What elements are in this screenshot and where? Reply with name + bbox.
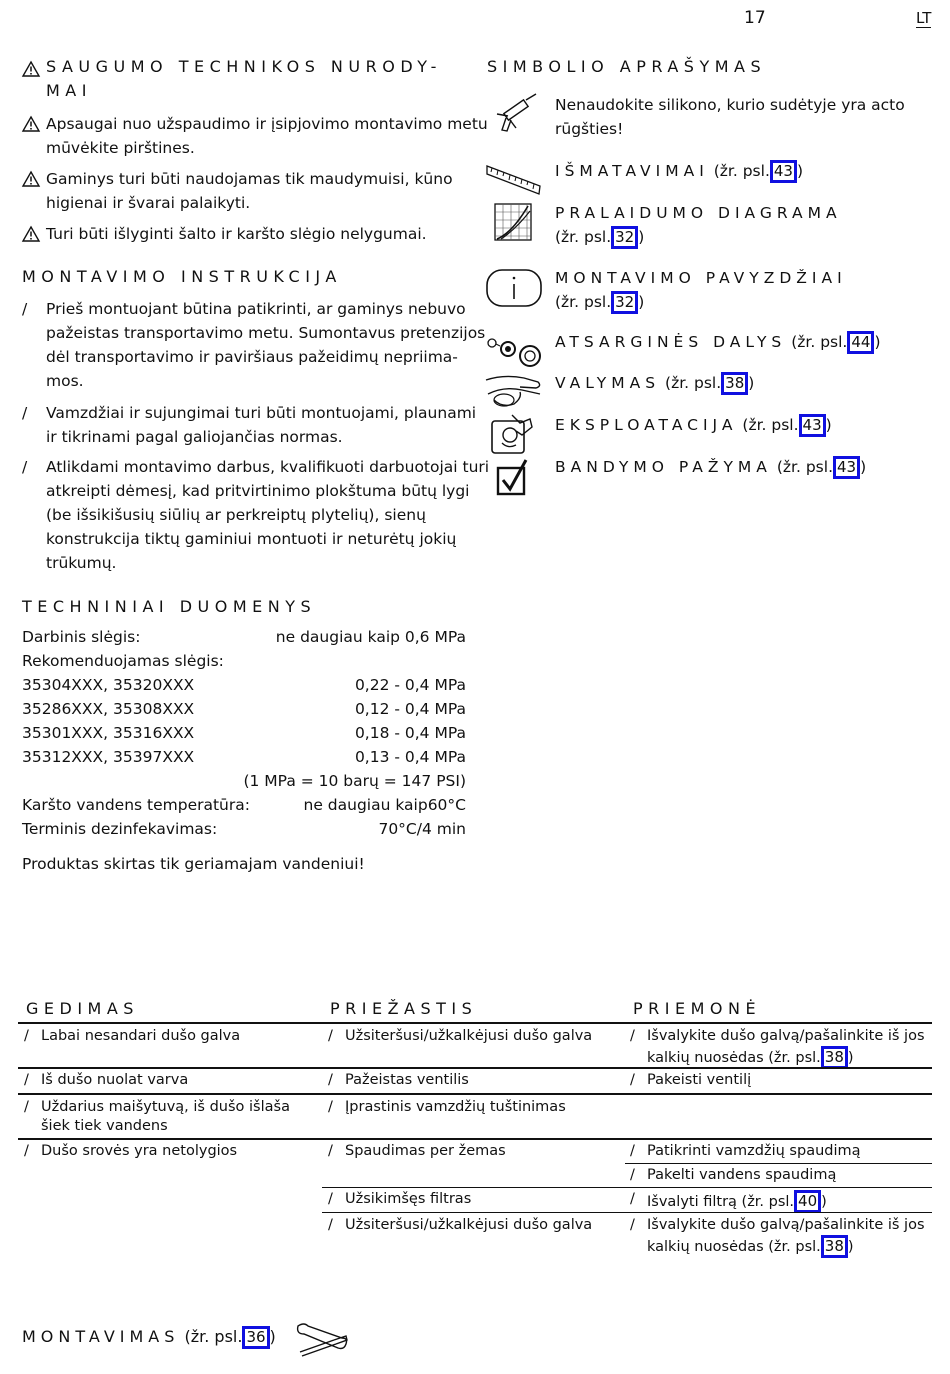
page-ref-box[interactable]: 38	[821, 1046, 848, 1069]
install-item	[22, 401, 491, 449]
cause-cell: / Įprastinis vamzdžių tuštinimas	[328, 1099, 566, 1115]
language-code: LT	[916, 9, 932, 27]
tech-label: Karšto vandens temperatūra:	[22, 796, 250, 814]
symbol-test-label: BANDYMO PAŽYMA	[555, 458, 772, 476]
tech-label: 35312XXX, 35397XXX	[22, 748, 195, 766]
ref-prefix: (žr. psl.	[555, 293, 612, 311]
ref-suffix: )	[269, 1327, 276, 1346]
symbol-example-label: MONTAVIMO PAVYZDŽIAI	[555, 269, 847, 287]
symbol-measure	[555, 159, 803, 183]
table-rule	[18, 1138, 932, 1140]
ref-suffix: )	[638, 293, 645, 311]
tech-value: 0,12 - 0,4 MPa	[354, 700, 466, 718]
symbol-measure-label: IŠMATAVIMAI	[555, 162, 709, 180]
silicone-gun-icon	[492, 96, 544, 136]
symbols-title: SIMBOLIO APRAŠYMAS	[487, 57, 767, 76]
tech-label: 35286XXX, 35308XXX	[22, 700, 195, 718]
install-item-text: Vamzdžiai ir sujungimai turi būti montuojami, plaunami ir tikrinami pagal galiojančias normas.	[46, 404, 477, 446]
tech-label: Rekomenduojamas slėgis:	[22, 652, 224, 670]
cleaning-hand-icon	[484, 372, 544, 410]
warning-triangle-icon	[22, 116, 40, 132]
page-number: 17	[744, 8, 766, 28]
symbol-operation-label: EKSPLOATACIJA	[555, 416, 738, 434]
page-ref-box[interactable]: 40	[794, 1190, 821, 1213]
silicone-warning-line1: Nenaudokite silikono, kurio sudėtyje yra acto	[555, 96, 905, 114]
safety-title-line1: SAUGUMO TECHNIKOS NURODY-	[46, 57, 442, 76]
ruler-icon	[486, 160, 542, 196]
operation-icon	[490, 413, 534, 455]
tech-note: Produktas skirtas tik geriamajam vandeniui!	[22, 855, 365, 873]
symbol-parts	[555, 330, 881, 354]
ref-suffix: )	[796, 162, 804, 180]
fault-header-gedimas: GEDIMAS	[26, 999, 139, 1018]
remedy-cell: / Išvalykite dušo galvą/pašalinkite iš jos kalkių nuosėdas (žr. psl. 38 )	[630, 1216, 930, 1258]
symbol-parts-label: ATSARGINĖS DALYS	[555, 333, 787, 351]
slash-bullet: /	[22, 404, 28, 422]
fault-cell: / Uždarius maišytuvą, iš dušo išlaša šiek tiek vandens	[24, 1099, 290, 1134]
tech-value: (1 MPa = 10 barų = 147 PSI)	[243, 772, 466, 790]
ref-suffix: )	[825, 416, 832, 434]
table-rule	[18, 1067, 932, 1069]
safety-item-text: Apsaugai nuo užspaudimo ir įsipjovimo montavimo metu mūvėkite pirštines.	[46, 115, 488, 157]
ref-prefix: (žr. psl.	[742, 416, 799, 434]
spare-parts-icon	[486, 334, 544, 370]
ref-suffix: )	[638, 228, 645, 246]
install-item-text: Atlikdami montavimo darbus, kvalifikuoti darbuotojai turi atkreipti dėmesį, kad pritvirtinimo plokštuma būtų lygi (be išsikišusių siūlių ar perkreiptų plytelių), sienų konstrukcija tiktų gaminiui montuoti ir neturėtų jokių trūkumų.	[46, 458, 490, 572]
slash-bullet: /	[22, 458, 28, 476]
cause-cell: / Užsiteršusi/užkalkėjusi dušo galva	[328, 1028, 593, 1044]
tech-value: 70°C/4 min	[378, 820, 466, 838]
cause-cell: / Užsikimšęs filtras	[328, 1191, 472, 1207]
page-ref-box[interactable]: 38	[721, 372, 748, 395]
page-ref-box[interactable]: 32	[611, 291, 638, 314]
fault-header-priemone: PRIEMONĖ	[633, 999, 762, 1018]
install-item	[22, 297, 491, 393]
footer-montavimas	[22, 1326, 276, 1349]
ref-suffix: )	[860, 458, 867, 476]
ref-prefix: (žr. psl.	[555, 228, 612, 246]
install-item-text: Prieš montuojant būtina patikrinti, ar gaminys nebuvo pažeistas transportavimo metu. Sumontavus pretenzijos dėl transportavimo ir paviršiaus pažeidimų nepriima-mos.	[46, 300, 486, 390]
slash-bullet: /	[22, 300, 28, 318]
remedy-cell: / Išvalykite dušo galvą/pašalinkite iš jos kalkių nuosėdas (žr. psl. 38 )	[630, 1027, 930, 1069]
install-item	[22, 455, 491, 575]
symbol-test	[555, 455, 866, 479]
ref-prefix: (žr. psl.	[665, 374, 722, 392]
ref-prefix: (žr. psl.	[184, 1327, 243, 1346]
page-ref-box[interactable]: 43	[833, 456, 860, 479]
cause-cell: / Užsiteršusi/užkalkėjusi dušo galva	[328, 1217, 593, 1233]
safety-item-text: Gaminys turi būti naudojamas tik maudymuisi, kūno higienai ir švarai palaikyti.	[46, 170, 453, 212]
cause-cell: / Spaudimas per žemas	[328, 1143, 506, 1159]
safety-title-line2: MAI	[46, 81, 92, 100]
ref-prefix: (žr. psl.	[713, 162, 770, 180]
warning-triangle-icon	[22, 171, 40, 187]
table-rule	[322, 1212, 932, 1213]
table-rule	[625, 1163, 932, 1164]
warning-triangle-icon	[22, 226, 40, 242]
ref-suffix: )	[748, 374, 755, 392]
warning-triangle-icon	[22, 61, 40, 77]
fault-cell: / Iš dušo nuolat varva	[24, 1072, 189, 1088]
page-ref-box[interactable]: 44	[847, 331, 874, 354]
remedy-cell: / Pakelti vandens spaudimą	[630, 1167, 837, 1183]
tech-value: ne daugiau kaip 0,6 MPa	[275, 628, 466, 646]
remedy-cell: / Patikrinti vamzdžių spaudimą	[630, 1143, 861, 1159]
footer-label: MONTAVIMAS	[22, 1327, 180, 1346]
fault-cell: / Dušo srovės yra netolygios	[24, 1143, 238, 1159]
flow-diagram-icon	[494, 203, 532, 241]
info-icon	[486, 269, 542, 307]
tech-label: Darbinis slėgis:	[22, 628, 141, 646]
wrench-screwdriver-icon	[294, 1322, 350, 1358]
silicone-warning-line2: rūgšties!	[555, 120, 624, 138]
tech-title: TECHNINIAI DUOMENYS	[22, 597, 317, 616]
remedy-cell: / Pakeisti ventilį	[630, 1072, 752, 1088]
table-rule	[322, 1187, 932, 1188]
safety-item	[22, 222, 491, 246]
ref-prefix: (žr. psl.	[791, 333, 848, 351]
ref-suffix: )	[874, 333, 881, 351]
symbol-example-ref	[555, 290, 644, 314]
safety-item-text: Turi būti išlyginti šalto ir karšto slėgio nelygumai.	[46, 225, 427, 243]
page-ref-box[interactable]: 32	[611, 226, 638, 249]
symbol-operation	[555, 413, 832, 437]
page-ref-box[interactable]: 36	[242, 1326, 269, 1349]
fault-cell: / Labai nesandari dušo galva	[24, 1028, 241, 1044]
page-ref-box[interactable]: 38	[821, 1235, 848, 1258]
install-title: MONTAVIMO INSTRUKCIJA	[22, 267, 342, 286]
symbol-cleaning	[555, 371, 754, 395]
remedy-cell: / Išvalyti filtrą (žr. psl. 40 )	[630, 1190, 930, 1213]
safety-item	[22, 112, 491, 160]
page-ref-box[interactable]: 43	[770, 160, 797, 183]
tech-label: 35304XXX, 35320XXX	[22, 676, 195, 694]
tech-label: Terminis dezinfekavimas:	[22, 820, 218, 838]
symbol-flow-ref	[555, 225, 644, 249]
table-rule	[18, 1093, 932, 1095]
page-ref-box[interactable]: 43	[799, 414, 826, 437]
tech-value: 0,18 - 0,4 MPa	[354, 724, 466, 742]
tech-value: 0,13 - 0,4 MPa	[354, 748, 466, 766]
tech-value: ne daugiau kaip60°C	[303, 796, 466, 814]
ref-prefix: (žr. psl.	[776, 458, 833, 476]
symbol-flow-label: PRALAIDUMO DIAGRAMA	[555, 204, 842, 222]
checkbox-icon	[496, 458, 530, 496]
tech-label: 35301XXX, 35316XXX	[22, 724, 195, 742]
safety-item	[22, 167, 491, 215]
symbol-cleaning-label: VALYMAS	[555, 374, 661, 392]
fault-header-priezastis: PRIEŽASTIS	[330, 999, 478, 1018]
cause-cell: / Pažeistas ventilis	[328, 1072, 469, 1088]
table-rule	[18, 1022, 932, 1024]
tech-value: 0,22 - 0,4 MPa	[354, 676, 466, 694]
